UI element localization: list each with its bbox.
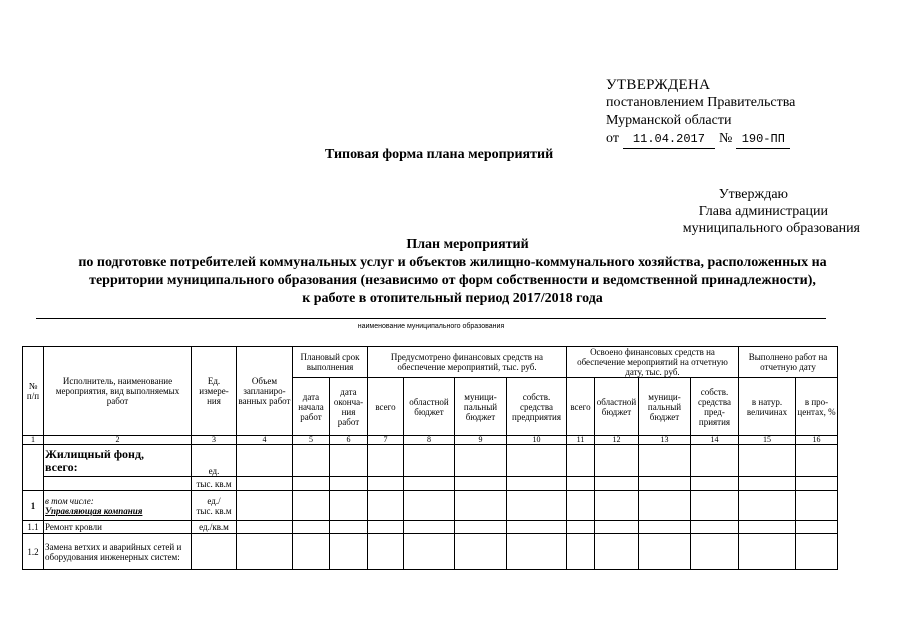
approval-date-row (606, 130, 795, 149)
col-number: 9 (455, 436, 507, 445)
plan-table (22, 346, 838, 570)
row-housing-unit: ед. (192, 445, 237, 477)
row-1-name (44, 491, 192, 521)
approval-line-1: постановлением Правительства (606, 95, 796, 110)
col-number: 1 (23, 436, 44, 445)
col-number: 4 (237, 436, 293, 445)
municipal-name-line (36, 318, 826, 319)
col-number: 5 (293, 436, 330, 445)
col-number: 14 (691, 436, 739, 445)
col-number: 2 (44, 436, 192, 445)
confirm-line-2: Глава администрации (698, 204, 828, 219)
col-number: 7 (368, 436, 404, 445)
municipal-caption: наименование муниципального образования (357, 323, 505, 330)
approval-stamp (606, 76, 795, 149)
plan-line-3: к работе в отопительный период 2017/2018 года (302, 291, 603, 306)
header-done: Выполнено работ на отчетную дату (739, 347, 838, 378)
row-1-2-name: Замена ветхих и аварийных сетей и оборудования инженерных систем: (44, 534, 192, 570)
row-1-1-unit: ед./кв.м (192, 521, 237, 534)
approval-line-2: Мурманской области (606, 113, 732, 128)
approval-date-prefix: от (606, 131, 619, 146)
form-title: Типовая форма плана мероприятий (325, 147, 554, 162)
row-housing-name (44, 445, 192, 477)
row-1-line-1: в том числе: (45, 495, 94, 506)
approval-title: УТВЕРЖДЕНА (606, 77, 711, 93)
column-numbers-row (23, 436, 838, 445)
col-number: 8 (404, 436, 455, 445)
plan-line-2: территории муниципального образования (независимо от форм собственности и ведомственной принадлежности), (89, 273, 816, 288)
row-1-unit-1: ед./ (207, 495, 221, 506)
plan-line-1: по подготовке потребителей коммунальных услуг и объектов жилищно-коммунального хозяйства, расположенных на (78, 255, 827, 270)
header-term: Плановый срок выполнения (293, 347, 368, 378)
row-housing-unit-2: тыс. кв.м (192, 477, 237, 491)
approval-number-prefix: № (718, 131, 733, 146)
header-spent-total: всего (567, 378, 595, 436)
col-number: 16 (796, 436, 838, 445)
header-spent: Освоено финансовых средств на обеспечение мероприятий на отчетную дату, тыс. руб. (567, 347, 739, 378)
header-natural: в натур. величинах (739, 378, 796, 436)
col-number: 6 (330, 436, 368, 445)
header-executor: Исполнитель, наименование мероприятия, вид выполняемых работ (44, 347, 192, 436)
row-1-num: 1 (23, 491, 44, 521)
cell-empty (23, 445, 44, 491)
row-1-1-name: Ремонт кровли (44, 521, 192, 534)
table-row (23, 534, 838, 570)
col-number: 3 (192, 436, 237, 445)
table-row (23, 477, 838, 491)
header-planned-total: всего (368, 378, 404, 436)
col-number: 11 (567, 436, 595, 445)
confirm-block (600, 186, 860, 237)
header-planned-regional: областной бюджет (404, 378, 455, 436)
row-1-2-num: 1.2 (23, 534, 44, 570)
table-row (23, 521, 838, 534)
plan-title: План мероприятий (406, 237, 529, 252)
col-number: 13 (639, 436, 691, 445)
row-1-unit-2: тыс. кв.м (196, 505, 232, 516)
confirm-line-3: муниципального образования (682, 221, 860, 236)
header-percent: в про-центах, % (796, 378, 838, 436)
col-number: 10 (507, 436, 567, 445)
header-planned-own: собств. средства предприятия (507, 378, 567, 436)
row-housing-title: Жилищный фонд, (45, 446, 145, 461)
header-spent-municipal: муници-пальный бюджет (639, 378, 691, 436)
col-number: 15 (739, 436, 796, 445)
row-housing-total: всего: (45, 459, 78, 474)
header-spent-regional: областной бюджет (595, 378, 639, 436)
header-num: № п/п (23, 347, 44, 436)
col-number: 12 (595, 436, 639, 445)
table-row (23, 445, 838, 477)
row-1-unit (192, 491, 237, 521)
header-planned: Предусмотрено финансовых средств на обеспечение мероприятий, тыс. руб. (368, 347, 567, 378)
header-term-end: дата оконча-ния работ (330, 378, 368, 436)
header-volume: Объем запланиро-ванных работ (237, 347, 293, 436)
approval-number: 190-ПП (736, 130, 790, 149)
row-1-line-2: Управляющая компания (45, 505, 143, 516)
header-spent-own: собств. средства пред-приятия (691, 378, 739, 436)
header-planned-municipal: муници-пальный бюджет (455, 378, 507, 436)
plan-heading (20, 236, 885, 308)
approval-date: 11.04.2017 (623, 130, 715, 149)
row-1-1-num: 1.1 (23, 521, 44, 534)
table-row (23, 491, 838, 521)
header-term-start: дата начала работ (293, 378, 330, 436)
header-unit: Ед. измере-ния (192, 347, 237, 436)
confirm-line-1: Утверждаю (718, 187, 788, 202)
